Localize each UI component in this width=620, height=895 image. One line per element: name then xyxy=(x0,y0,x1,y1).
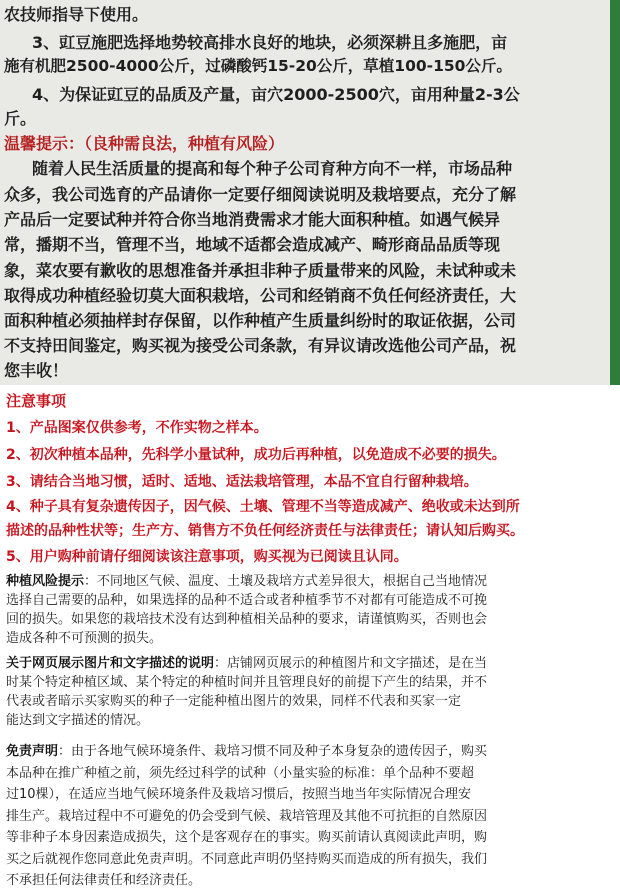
disclaimer-text: 排生产。栽培过程中不可避免的仍会受到气候、栽培管理及其他不可抗拒的自然原因 xyxy=(6,808,488,824)
about-section xyxy=(6,654,614,730)
disclaimer-text: 过10棵），在适应当地气候环境条件及栽培习惯后，按照当地当年实际情况合理安 xyxy=(6,787,472,802)
disclaimer-text: 买之后就视作您同意此免责声明。不同意此声明仍坚持购买而造成的所有损失，我们 xyxy=(6,851,488,867)
notice-title: 注意事项 xyxy=(6,392,67,410)
photo-line: 产品后一定要试种并符合你当地消费需求才能大面积种植。如遇气候异 xyxy=(4,210,501,229)
photo-line: 不支持田间鉴定，购买视为接受公司条款，有异议请改选他公司产品，祝 xyxy=(4,336,517,355)
about-text: 代表或者暗示买家购买的种子一定能种植出图片的效果，同样不代表和买家一定 xyxy=(6,694,462,709)
disclaimer-text: 等非种子本身因素造成损失，这个是客观存在的事实。购买前请认真阅读此声明，购 xyxy=(6,830,488,845)
notice-item: 5、用户购种前请仔细阅读该注意事项，购买视为已阅读且认同。 xyxy=(6,549,408,565)
risk-text: 造成各种不可预测的损失。 xyxy=(6,631,163,646)
photo-line: 面积种植必须抽样封存保留，以作种植产生质量纠纷时的取证依据，公司 xyxy=(4,311,517,330)
disclaimer-text: 不承担任何法律责任和经济责任。 xyxy=(6,873,202,888)
photo-line: 3、豇豆施肥选择地势较高排水良好的地块，必须深耕且多施肥，亩 xyxy=(32,33,508,52)
disclaimer-text: 本品种在推广种植之前，须先经过科学的试种（小量实验的标准：单个品种不要超 xyxy=(6,765,475,781)
photo-line: 象，菜农要有歉收的思想准备并承担非种子质量带来的风险，未试种或未 xyxy=(4,261,517,280)
photo-line: 农技师指导下使用。 xyxy=(4,5,149,24)
about-label: 关于网页展示图片和文字描述的说明 xyxy=(6,656,215,671)
photo-line: 随着人民生活质量的提高和每个种子公司育种方向不一样，市场品种 xyxy=(32,159,513,178)
warm-tip-heading: 温馨提示：（良种需良法，种植有风险） xyxy=(4,134,285,153)
seed-packet-photo xyxy=(0,0,620,385)
disclaimer-section xyxy=(6,741,614,892)
photo-line: 斤。 xyxy=(4,109,37,128)
photo-line: 常，播期不当，管理不当，地域不适都会造成减产、畸形商品品质等现 xyxy=(4,235,501,254)
risk-text: ：不同地区气候、温度、土壤及栽培方式差异很大，根据自己当地情况 xyxy=(84,574,488,589)
notice-item: 1、产品图案仅供参考，不作实物之样本。 xyxy=(6,420,268,436)
risk-label: 种植风险提示 xyxy=(6,574,85,589)
notice-item: 4、种子具有复杂遗传因子，因气候、土壤、管理不当等造成减产、绝收或未达到所 xyxy=(6,499,520,515)
packet-edge xyxy=(610,0,620,385)
disclaimer-label: 免责声明 xyxy=(6,744,59,759)
photo-line: 您丰收！ xyxy=(4,361,69,380)
risk-text: 回的损失。如果您的栽培技术没有达到种植相关品种的要求，请谨慎购买，否则也会 xyxy=(6,612,488,627)
photo-line: 取得成功种植经验切莫大面积栽培，公司和经销商不负任何经济责任，大 xyxy=(4,286,517,305)
about-text: 能达到文字描述的情况。 xyxy=(6,713,150,728)
notice-item: 描述的品种性状等；生产方、销售方不负任何经济责任与法律责任；请认知后购买。 xyxy=(6,523,524,539)
notice-item: 3、请结合当地习惯，适时、适地、适法栽培管理，本品不宜自行留种栽培。 xyxy=(6,474,478,490)
photo-line: 众多，我公司选育的产品请你一定要仔细阅读说明及栽培要点，充分了解 xyxy=(4,185,517,204)
risk-text: 选择自己需要的品种，如果选择的品种不适合或者种植季节不对都有可能造成不可挽 xyxy=(6,593,488,608)
about-text: 时某个特定种植区域、某个特定的种植时间并且管理良好的前提下产生的结果，并不 xyxy=(6,675,488,690)
photo-line: 施有机肥2500-4000公斤，过磷酸钙15-20公斤，草植100-150公斤。 xyxy=(4,57,512,75)
disclaimer-text: ：由于各地气候环境条件、栽培习惯不同及种子本身复杂的遗传因子，购买 xyxy=(58,744,488,759)
notice-item: 2、初次种植本品种，先科学小量试种，成功后再种植，以免造成不必要的损失。 xyxy=(6,447,506,463)
about-text: ：店铺网页展示的种植图片和文字描述，是在当 xyxy=(214,656,488,671)
photo-line: 4、为保证豇豆的品质及产量，亩穴2000-2500穴，亩用种量2-3公 xyxy=(32,85,520,104)
risk-section xyxy=(6,572,614,648)
